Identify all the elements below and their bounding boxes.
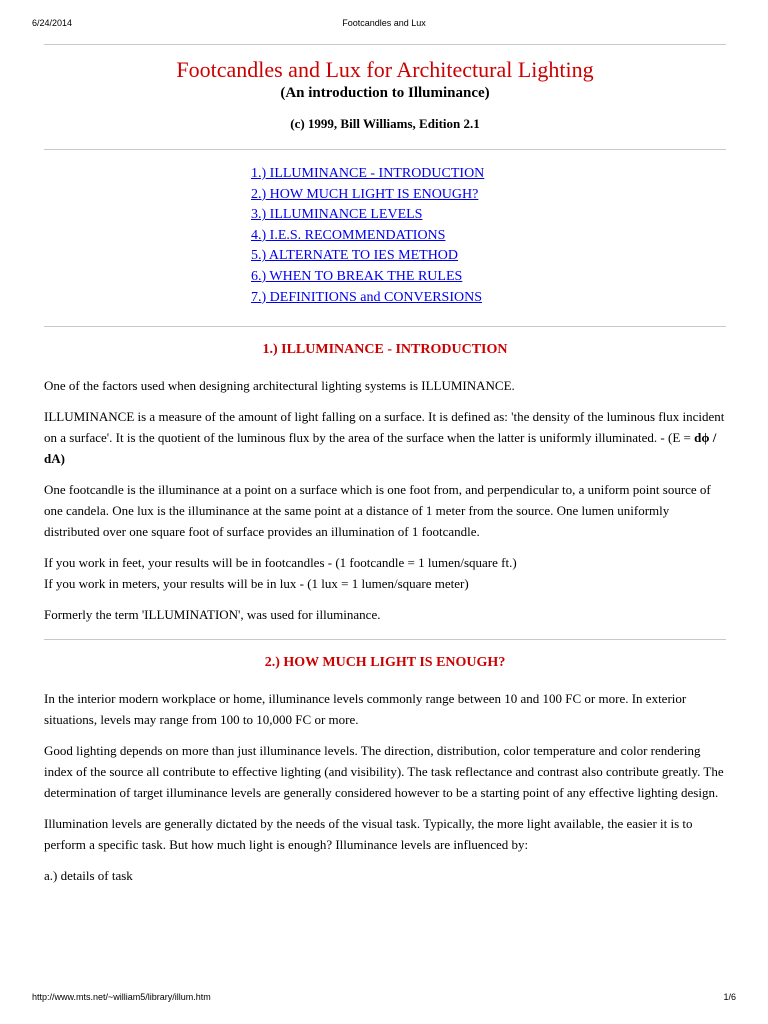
page-url: http://www.mts.net/~william5/library/illum.htm [32, 992, 211, 1002]
toc-link-illuminance-introduction[interactable]: 1.) ILLUMINANCE - INTRODUCTION [251, 166, 485, 181]
paragraph-units [44, 552, 726, 594]
paragraph-definition [44, 406, 726, 469]
toc-link-illuminance-levels[interactable]: 3.) ILLUMINANCE LEVELS [251, 207, 423, 223]
document-content [44, 44, 726, 896]
section-how-much-light [44, 654, 726, 886]
list-item-detail: a.) details of task [44, 868, 133, 884]
paragraph: Illumination levels are generally dictated by the needs of the visual task. Typically, the more light available, the easier it is to perform a specific task. But how much light is enough? Illuminance levels are influenced by: [44, 816, 693, 853]
divider [44, 149, 726, 150]
units-meters-line: If you work in meters, your results will be in lux - (1 lux = 1 lumen/square meter) [44, 576, 469, 592]
divider [44, 326, 726, 327]
page-number: 1/6 [723, 992, 736, 1002]
formula: dϕ / dA) [44, 430, 717, 467]
section-illuminance-introduction [44, 341, 726, 625]
toc-link-definitions-conversions[interactable]: 7.) DEFINITIONS and CONVERSIONS [251, 289, 482, 305]
print-footer [32, 992, 736, 1004]
page-subtitle: (An introduction to Illuminance) [280, 85, 490, 101]
page-title: Footcandles and Lux for Architectural Lighting [176, 57, 594, 82]
print-title: Footcandles and Lux [342, 18, 426, 28]
paragraph: In the interior modern workplace or home, illuminance levels commonly range between 10 and 100 FC or more. In exterior situations, levels may range from 100 to 10,000 FC or more. [44, 691, 687, 728]
paragraph: One footcandle is the illuminance at a point on a surface which is one foot from, and perpendicular to, a uniform point source of one candela. One lux is the illuminance at the same point at a distance of 1 meter from the source. One lumen uniformly distributed over one square foot of surface provides an illumination of 1 footcandle. [44, 482, 711, 540]
paragraph: Good lighting depends on more than just illuminance levels. The direction, distribution, color temperature and color rendering index of the source all contribute to effective lighting (and visibility). The task reflectance and contrast also contribute greatly. The determination of target illuminance levels are generally considered however to be a starting point of any effective lighting design. [44, 743, 724, 801]
paragraph: One of the factors used when designing architectural lighting systems is ILLUMINANCE. [44, 378, 515, 394]
divider [44, 639, 726, 640]
units-feet-line: If you work in feet, your results will be in footcandles - (1 footcandle = 1 lumen/square ft.) [44, 555, 517, 571]
section-heading: 1.) ILLUMINANCE - INTRODUCTION [262, 342, 508, 358]
copyright-line: (c) 1999, Bill Williams, Edition 2.1 [290, 116, 480, 131]
toc-link-alternate-method[interactable]: 5.) ALTERNATE TO IES METHOD [251, 248, 459, 264]
print-header [32, 18, 736, 30]
definition-text: ILLUMINANCE is a measure of the amount of light falling on a surface. It is defined as: 'the density of the luminous flux incident on a surface'. It is the quotient of the luminous flux by the area of the surface when the latter is uniformly illuminated. - (E = [44, 409, 725, 446]
print-date: 6/24/2014 [32, 18, 73, 28]
top-divider [44, 44, 726, 45]
paragraph: Formerly the term 'ILLUMINATION', was used for illuminance. [44, 607, 381, 623]
table-of-contents [44, 164, 726, 308]
toc-link-break-the-rules[interactable]: 6.) WHEN TO BREAK THE RULES [251, 268, 463, 284]
toc-link-ies-recommendations[interactable]: 4.) I.E.S. RECOMMENDATIONS [251, 227, 446, 243]
toc-link-how-much-light[interactable]: 2.) HOW MUCH LIGHT IS ENOUGH? [251, 186, 479, 202]
section-heading: 2.) HOW MUCH LIGHT IS ENOUGH? [264, 655, 506, 671]
